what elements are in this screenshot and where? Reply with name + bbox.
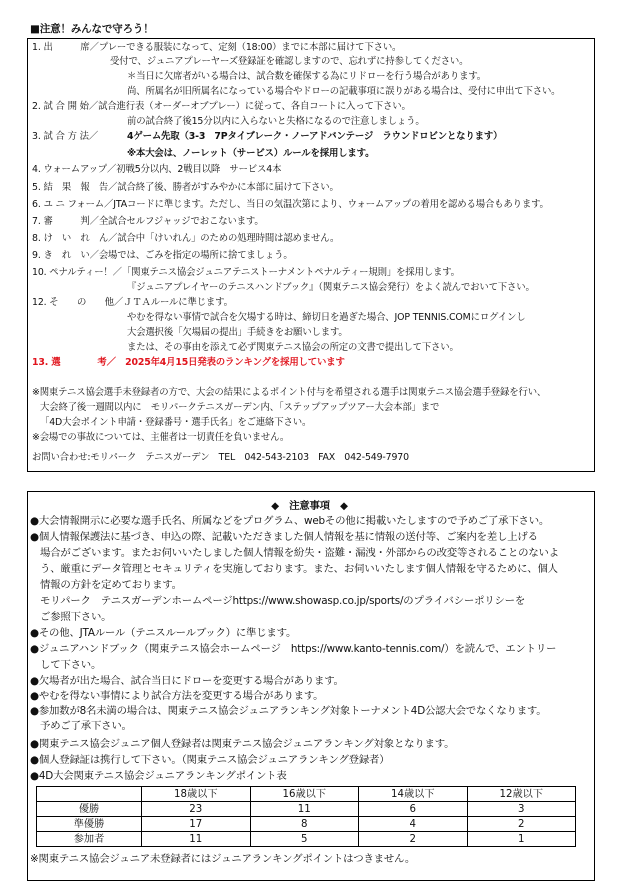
rule-referee: 7. 審 判／全試合セルフジャッジでおこないます。 (32, 216, 264, 227)
notice-line: 予めご了承下さい。 (40, 720, 132, 732)
table-corner-cell (37, 787, 142, 802)
rule-attendance-detail: 受付で、ジュニアプレーヤーズ登録証を確認しますので、忘れずに持参してください。 (110, 56, 469, 67)
table-cell: 6 (359, 802, 468, 817)
table-cell: 2 (359, 832, 468, 847)
rule-selection: 13. 選 考／ 2025年4月15日発表のランキングを採用しています (32, 357, 345, 368)
notice-line: して下さい。 (40, 659, 102, 671)
rule-penalty-handbook: 『ジュニアプレイヤーのテニスハンドブック』（関東テニス協会発行）をよく読んでおいて下さい。 (127, 282, 535, 293)
rule-other-document: または、その事由を添えて必ず関東テニス協会の所定の文書で提出して下さい。 (127, 342, 459, 353)
notice-line: ●個人登録証は携行して下さい。（関東テニス協会ジュニアランキング登録者） (30, 754, 390, 766)
table-header: 18歳以下 (142, 787, 251, 802)
rule-other-withdraw-form: 大会選択後「欠場届の提出」手続きをお願いします。 (127, 327, 348, 338)
table-cell: 17 (142, 817, 251, 832)
note-points-office: 大会終了後一週間以内に モリパークテニスガーデン内、「ステップアップツアー大会本部」まで (40, 402, 440, 413)
privacy-policy-link[interactable]: モリパーク テニスガーデンホームページhttps://www.showasp.co.jp/sports/のプライバシーポリシーを (40, 595, 526, 607)
rule-match-start: 2. 試 合 開 始／試合進行表（オーダーオブプレー）に従って、各自コートに入って下さい。 (32, 101, 411, 112)
table-cell: 4 (359, 817, 468, 832)
table-cell: 8 (250, 817, 359, 832)
kanto-tennis-link[interactable]: ●ジュニアハンドブック（関東テニス協会ホームページ https://www.kanto-tennis.com/）を読んで、エントリー (30, 643, 557, 655)
ranking-footnote: ※関東テニス協会ジュニア未登録者にはジュニアランキングポイントはつきません。 (30, 853, 416, 865)
table-cell: 1 (467, 832, 576, 847)
rule-attendance-redraw: ＊当日に欠席者がいる場合は、試合数を確保する為にリドローを行う場合があります。 (127, 71, 487, 82)
table-cell: 5 (250, 832, 359, 847)
rule-cramp: 8. け い れ ん／試合中「けいれん」のための処理時間は認めません。 (32, 233, 340, 244)
table-header-row (37, 787, 576, 802)
ranking-points-table (36, 786, 576, 847)
table-header: 12歳以下 (467, 787, 576, 802)
row-label: 準優勝 (37, 817, 142, 832)
notice-line: ご参照下さい。 (40, 611, 112, 623)
contact-info: お問い合わせ:モリパーク テニスガーデン TEL 042-543-2103 FAX 042-549-7970 (32, 452, 409, 463)
table-cell: 2 (467, 817, 576, 832)
rule-other: 12. そ の 他／ＪＴＡルールに準じます。 (32, 297, 233, 308)
table-cell: 23 (142, 802, 251, 817)
notice-line: 場合がございます。またお伺いいたしました個人情報を紛失・盗難・漏洩・外部からの改変等されることのないよ (40, 547, 559, 559)
rule-warmup: 4. ウォームアップ／初戦5分以内、2戦目以降 サービス4本 (32, 164, 282, 175)
rule-attendance-correction: 尚、所属名が旧所属名になっている場合やドローの記載事項に誤りがある場合は、受付に申出て下さい。 (127, 86, 561, 97)
table-cell: 11 (250, 802, 359, 817)
table-header: 16歳以下 (250, 787, 359, 802)
notice-line: ●大会情報開示に必要な選手氏名、所属などをプログラム、webその他に掲載いたしますので予めご了承下さい。 (30, 515, 550, 527)
notice-line: 情報の方針を定めております。 (40, 579, 182, 591)
notice-line: う、厳重にデータ管理とセキュリティを実施しております。また、お伺いいたします個人情報を守るために、個人 (40, 563, 558, 575)
rule-penalty: 10. ペナルティー！／「関東テニス協会ジュニアテニストーナメントペナルティー規則」を採用します。 (32, 267, 460, 278)
notice-line: ●欠場者が出た場合、試合当日にドローを変更する場合があります。 (30, 675, 344, 687)
notice-line: ●参加数が8名未満の場合は、関東テニス協会ジュニアランキング対象トーナメント4D公認大会でなくなります。 (30, 705, 547, 717)
rule-match-start-detail: 前の試合終了後15分以内に入らないと失格になるので注意しましょう。 (127, 116, 425, 127)
table-row (37, 832, 576, 847)
row-label: 優勝 (37, 802, 142, 817)
page-title: ■注意！みんなで守ろう！ (30, 23, 154, 35)
table-row (37, 802, 576, 817)
notice-line: ●その他、JTAルール（テニスルールブック）に準じます。 (30, 627, 297, 639)
row-label: 参加者 (37, 832, 142, 847)
rule-clean: 9. き れ い／会場では、ごみを指定の場所に捨てましょう。 (32, 250, 293, 261)
rule-match-method-label: 3. 試 合 方 法／ (32, 131, 99, 142)
rule-attendance: 1. 出 席／プレーできる服装になって、定刻（18:00）までに本部に届けて下さい。 (32, 42, 402, 53)
notice-line: ●関東テニス協会ジュニア個人登録者は関東テニス協会ジュニアランキング対象となります。 (30, 738, 455, 750)
note-points-application: ※関東テニス協会選手未登録者の方で、大会の結果によるポイント付与を希望される選手は関東テニス協会選手登録を行い、 (32, 387, 547, 398)
rule-no-let: ※本大会は、ノーレット（サービス）ルールを採用します。 (127, 148, 375, 159)
note-liability: ※会場での事故については、主催者は一切責任を負いません。 (32, 432, 290, 443)
notice-line: ●個人情報保護法に基づき、申込の際、記載いただきました個人情報を基に情報の送付等、ご案内を差し上げる (30, 531, 538, 543)
rule-result-report: 5. 結 果 報 告／試合終了後、勝者がすみやかに本部に届けて下さい。 (32, 182, 339, 193)
notice-line: ●やむを得ない事情により試合方法を変更する場合があります。 (30, 690, 324, 702)
table-header: 14歳以下 (359, 787, 468, 802)
ranking-table-title: ●4D大会関東テニス協会ジュニアランキングポイント表 (30, 770, 287, 782)
notice-title: ◆ 注意事項 ◆ (271, 500, 348, 512)
table-cell: 11 (142, 832, 251, 847)
rule-uniform: 6. ユ ニ フォーム／JTAコードに準じます。ただし、当日の気温次第により、ウォームアップの着用を認める場合もあります。 (32, 199, 549, 210)
rule-match-method: 4ゲーム先取（3-3 7Pタイブレーク・ノーアドバンテージ ラウンドロビンとなります） (127, 131, 503, 142)
note-points-contact: 「4D大会ポイント申請・登録番号・選手氏名」をご連絡下さい。 (40, 417, 312, 428)
table-row (37, 817, 576, 832)
table-cell: 3 (467, 802, 576, 817)
rule-other-withdraw: やむを得ない事情で試合を欠場する時は、締切日を過ぎた場合、JOP TENNIS.COMにログインし (127, 312, 526, 323)
